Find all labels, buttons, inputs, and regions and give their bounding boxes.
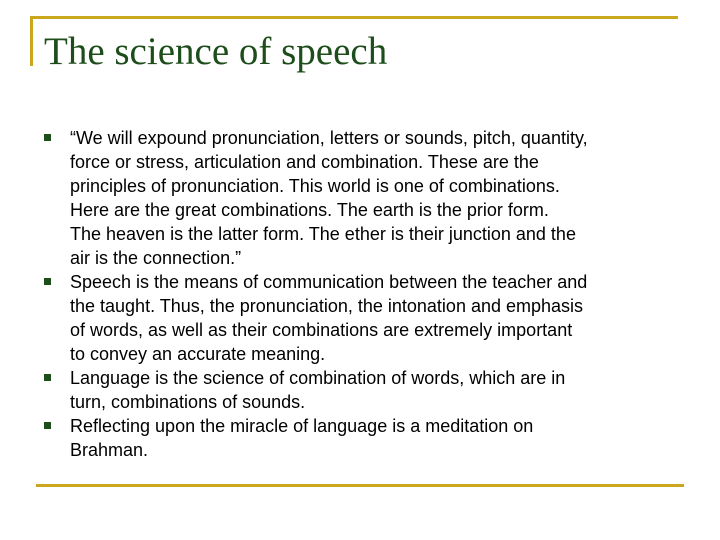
bullet-text-line: to convey an accurate meaning. [70,344,326,364]
bullet-list [44,126,694,462]
bullet-text-line: Here are the great combinations. The earth is the prior form. [70,200,549,220]
bullet-text-line: Reflecting upon the miracle of language is a meditation on [70,416,534,436]
bullet-item [44,126,694,270]
bullet-text-line: Language is the science of combination of words, which are in [70,368,566,388]
bullet-text-line: the taught. Thus, the pronunciation, the intonation and emphasis [70,296,584,316]
bullet-text-line: “We will expound pronunciation, letters or sounds, pitch, quantity, [70,128,588,148]
square-bullet-icon [44,134,51,141]
bullet-text-line: principles of pronunciation. This world is one of combinations. [70,176,560,196]
square-bullet-icon [44,422,51,429]
bullet-item [44,366,694,414]
bullet-text-line: Speech is the means of communication between the teacher and [70,272,588,292]
top-rule [30,16,678,19]
bullet-item [44,270,694,366]
bullet-text-line: air is the connection.” [70,248,242,268]
square-bullet-icon [44,374,51,381]
square-bullet-icon [44,278,51,285]
left-rule [30,16,33,66]
bullet-text-line: The heaven is the latter form. The ether is their junction and the [70,224,576,244]
bullet-text-line: Brahman. [70,440,149,460]
bullet-text-line: turn, combinations of sounds. [70,392,306,412]
bullet-text-line: force or stress, articulation and combination. These are the [70,152,539,172]
bottom-rule [36,484,684,487]
bullet-text-line: of words, as well as their combinations are extremely important [70,320,573,340]
slide-title: The science of speech [44,30,388,73]
bullet-item [44,414,694,462]
